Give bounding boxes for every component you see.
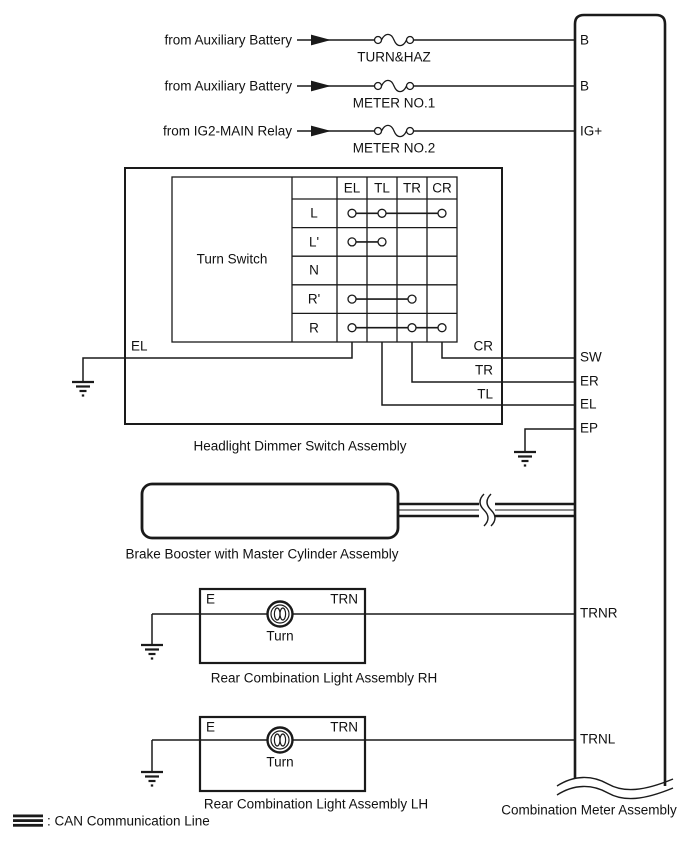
fuse-name-label: METER NO.2 (352, 140, 436, 156)
power-feed-wire-2 (297, 80, 575, 91)
power-feed-wire-1 (297, 34, 575, 45)
terminal-cr-label: CR (473, 338, 493, 354)
lh-bulb-label: Turn (266, 754, 294, 770)
legend-can-label: : CAN Communication Line (47, 813, 210, 829)
meter-pin-ig: IG+ (580, 123, 603, 139)
table-col-header: EL (343, 180, 361, 196)
arrow-icon (311, 81, 331, 92)
lh-pin-trn: TRN (330, 719, 358, 735)
table-row-label: N (309, 262, 319, 278)
terminal-el-label: EL (131, 338, 148, 354)
fuse-icon (375, 34, 414, 45)
rh-pin-trn: TRN (330, 591, 358, 607)
wire-ep-to-ground (514, 429, 575, 466)
fuse-icon (375, 80, 414, 91)
brake-booster-box (142, 484, 398, 538)
rh-pin-e: E (206, 591, 216, 607)
feed-source-label: from Auxiliary Battery (164, 78, 292, 94)
arrow-icon (311, 126, 331, 137)
fuse-name-label: METER NO.1 (352, 95, 436, 111)
lh-caption: Rear Combination Light Assembly LH (203, 796, 429, 812)
can-line (398, 494, 575, 526)
meter-pin-er: ER (580, 373, 599, 389)
power-feed-wire-3 (297, 125, 575, 136)
table-col-header: TR (403, 180, 421, 196)
bulb-icon (268, 602, 293, 627)
arrow-icon (311, 35, 331, 46)
ground-icon (141, 645, 163, 659)
break-icon (480, 494, 495, 526)
torn-edge-icon (557, 786, 673, 798)
meter-pin-b2: B (580, 78, 590, 94)
feed-source-label: from IG2-MAIN Relay (162, 123, 292, 139)
terminal-tl-label: TL (477, 386, 493, 402)
fuse-name-label: TURN&HAZ (357, 49, 431, 65)
meter-pin-sw: SW (580, 349, 602, 365)
meter-caption: Combination Meter Assembly (501, 802, 677, 818)
turn-switch-label: Turn Switch (196, 251, 268, 267)
wire-tr-to-er (412, 342, 575, 382)
dimmer-caption: Headlight Dimmer Switch Assembly (193, 438, 407, 454)
ground-icon (141, 772, 163, 786)
can-line-icon (13, 815, 43, 827)
rh-caption: Rear Combination Light Assembly RH (210, 670, 438, 686)
lh-pin-e: E (206, 719, 216, 735)
table-col-header: CR (432, 180, 452, 196)
combination-meter-outline (557, 15, 673, 799)
table-col-header: TL (374, 180, 390, 196)
wire-el-to-ground (72, 342, 352, 396)
brake-booster-caption: Brake Booster with Master Cylinder Assembly (125, 546, 399, 562)
table-row-label: R (309, 320, 319, 336)
bulb-icon (268, 728, 293, 753)
fuse-icon (375, 125, 414, 136)
terminal-tr-label: TR (475, 362, 493, 378)
table-row-label: L (310, 205, 318, 221)
meter-pin-trnr: TRNR (580, 605, 618, 621)
ground-icon (72, 382, 94, 396)
rh-bulb-label: Turn (266, 628, 294, 644)
table-row-label: L' (308, 234, 320, 250)
meter-pin-b1: B (580, 32, 590, 48)
ground-icon (514, 452, 536, 466)
wire-cr-to-sw (442, 342, 575, 358)
meter-pin-trnl: TRNL (580, 731, 616, 747)
meter-pin-el: EL (580, 396, 597, 412)
table-row-label: R' (307, 291, 321, 307)
meter-pin-ep: EP (580, 420, 599, 436)
feed-source-label: from Auxiliary Battery (164, 32, 292, 48)
